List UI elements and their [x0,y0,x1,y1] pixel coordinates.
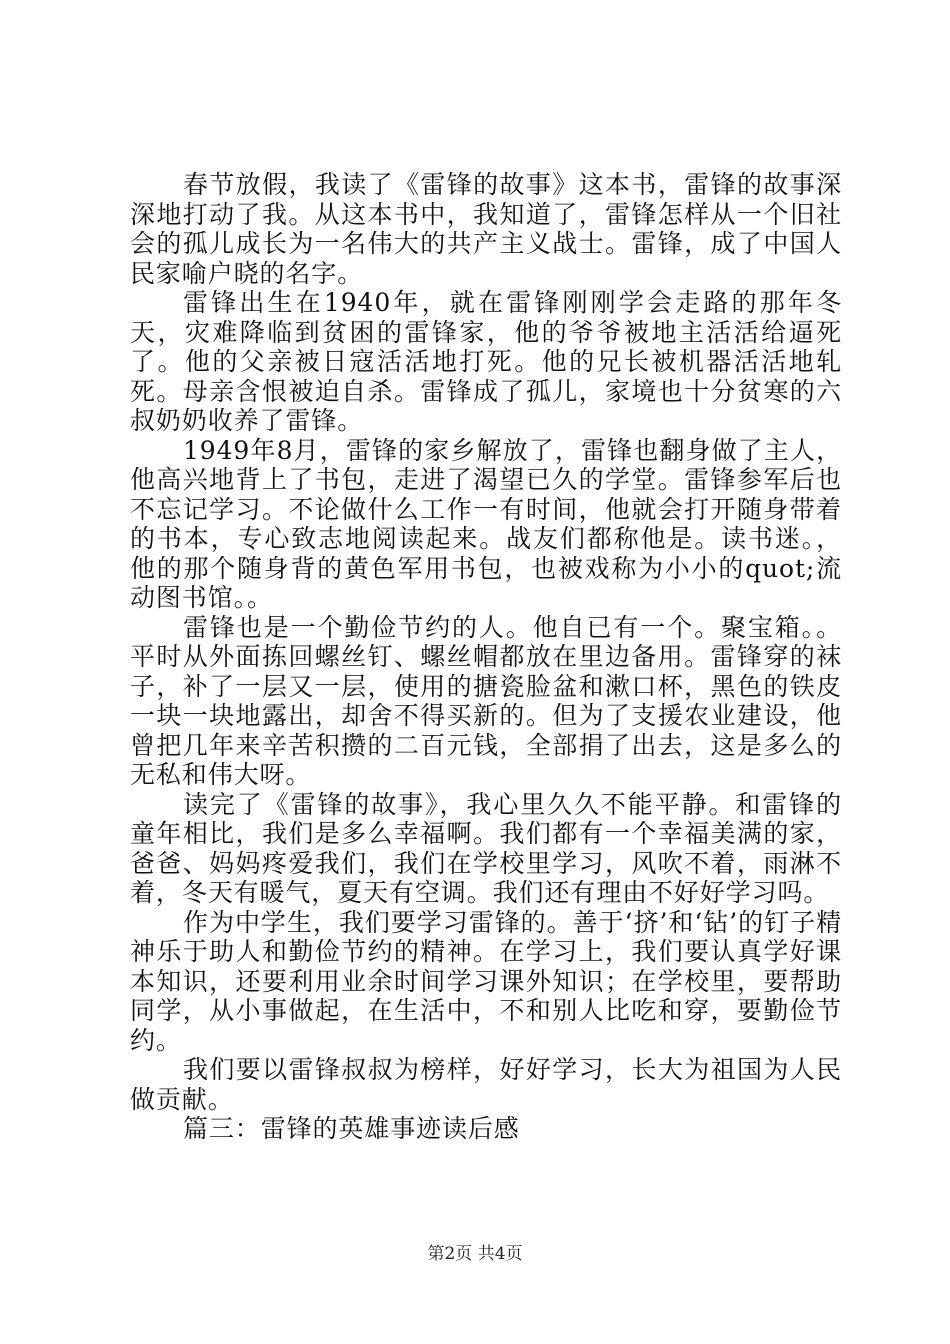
paragraph-reflection: 读完了《雷锋的故事》，我心里久久不能平静。和雷锋的童年相比，我们是多么幸福啊。我们都有一个幸福美满的家，爸爸、妈妈疼爱我们，我们在学校里学习，风吹不着，雨淋不着，冬天有暖气，夏天有空调。我们还有理由不好好学习吗。 [130,789,842,907]
paragraph-liberation-and-study: 1949年8月，雷锋的家乡解放了，雷锋也翻身做了主人，他高兴地背上了书包，走进了渴望已久的学堂。雷锋参军后也不忘记学习。不论做什么工作一有时间，他就会打开随身带着的书本，专心致志地阅读起来。战友们都称他是。读书迷。，他的那个随身背的黄色军用书包，也被戏称为小小的quot;流动图书馆。。 [130,435,842,612]
section-heading-part-three: 篇三：雷锋的英雄事迹读后感 [183,1114,520,1143]
paragraph-role-model: 我们要以雷锋叔叔为榜样，好好学习，长大为祖国为人民做贡献。 [130,1055,842,1114]
paragraph-spring-festival-reading: 春节放假，我读了《雷锋的故事》这本书，雷锋的故事深深地打动了我。从这本书中，我知道了，雷锋怎样从一个旧社会的孤儿成长为一名伟大的共产主义战士。雷锋，成了中国人民家喻户晓的名字。 [130,170,842,288]
page-number-footer: 第2页 共4页 [427,1244,523,1264]
paragraph-learn-from-leifeng: 作为中学生，我们要学习雷锋的。善于‘挤’和‘钻’的钉子精神乐于助人和勤俭节约的精神。在学习上，我们要认真学好课本知识，还要利用业余时间学习课外知识；在学校里，要帮助同学，从小事做起，在生活中，不和别人比吃和穿，要勤俭节约。 [130,907,842,1055]
document-body [130,170,842,1144]
paragraph-thrift: 雷锋也是一个勤俭节约的人。他自已有一个。聚宝箱。。平时从外面拣回螺丝钉、螺丝帽都放在里边备用。雷锋穿的袜子，补了一层又一层，使用的搪瓷脸盆和漱口杯，黑色的铁皮一块一块地露出，却舍不得买新的。但为了支援农业建设，他曾把几年来辛苦积攒的二百元钱，全部捐了出去，这是多么的无私和伟大呀。 [130,612,842,789]
paragraph-birth-and-orphanhood: 雷锋出生在1940年，就在雷锋刚刚学会走路的那年冬天，灾难降临到贫困的雷锋家，他的爷爷被地主活活给逼死了。他的父亲被日寇活活地打死。他的兄长被机器活活地轧死。母亲含恨被迫自杀。雷锋成了孤儿，家境也十分贫寒的六叔奶奶收养了雷锋。 [130,288,842,435]
